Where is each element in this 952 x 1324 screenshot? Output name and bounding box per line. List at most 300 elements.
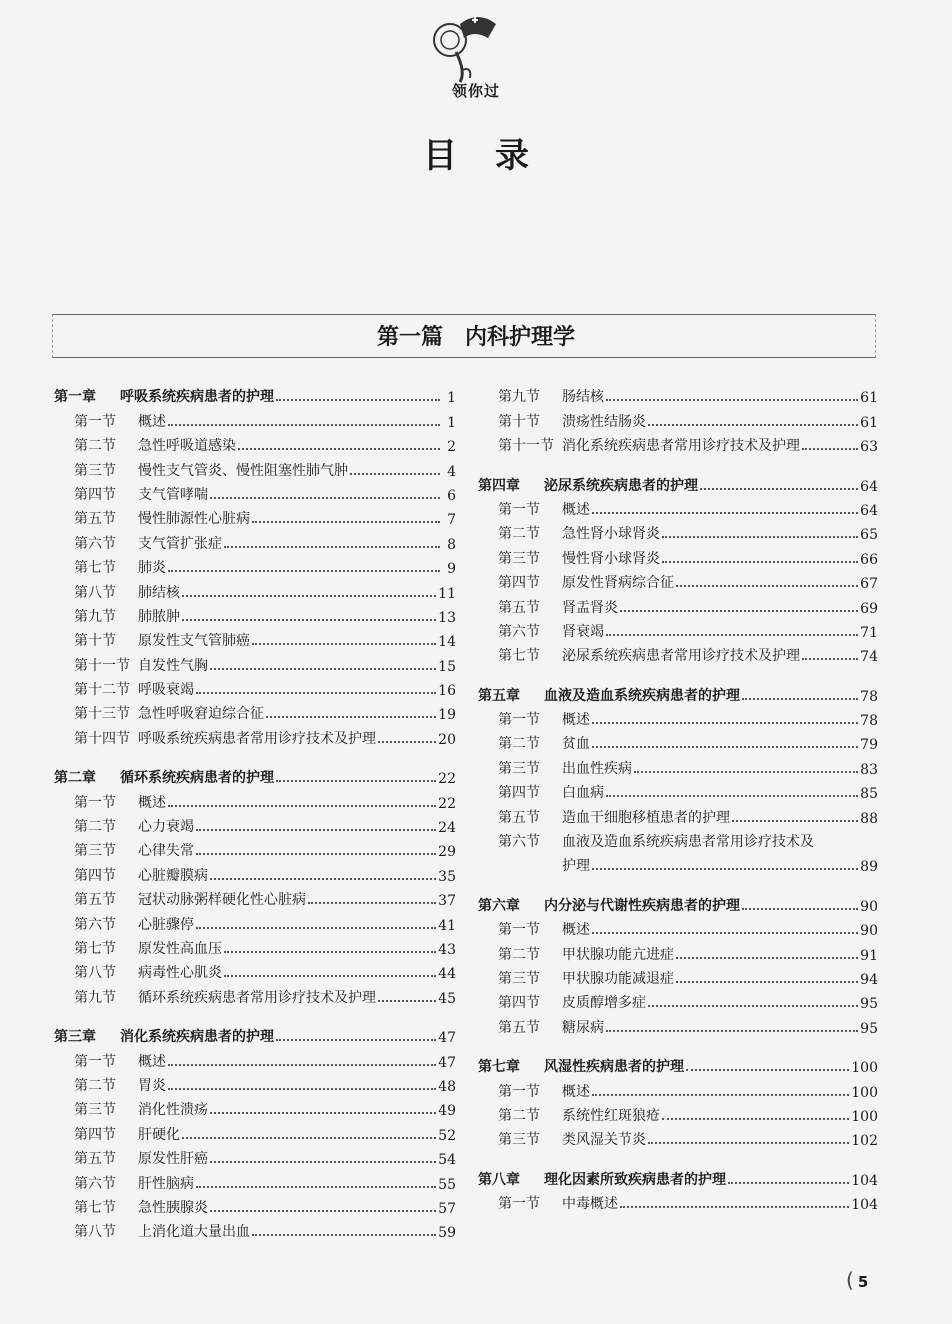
toc-section-entry[interactable] [478, 1125, 878, 1149]
entry-title: 原发性肝癌 [138, 1151, 208, 1168]
entry-title: 消化性溃疡 [138, 1102, 208, 1119]
entry-page: 14 [438, 634, 456, 651]
leader-dots [182, 618, 436, 621]
toc-section-entry[interactable] [478, 939, 878, 963]
toc-section-entry[interactable] [478, 827, 878, 851]
leader-dots [210, 496, 440, 499]
leader-dots [308, 901, 436, 904]
entry-title: 概述 [562, 1083, 590, 1100]
entry-title: 呼吸衰竭 [138, 682, 194, 699]
entry-title: 消化系统疾病患者常用诊疗技术及护理 [562, 438, 800, 455]
toc-section-entry[interactable] [54, 504, 456, 528]
entry-title: 支气管哮喘 [138, 486, 208, 503]
leader-dots [196, 926, 436, 929]
leader-dots [168, 423, 440, 426]
entry-title: 血液及造血系统疾病患者的护理 [544, 687, 740, 704]
leader-dots [168, 1087, 436, 1090]
entry-title: 肝硬化 [138, 1126, 180, 1143]
publisher-logo [426, 8, 506, 90]
entry-number: 第十二节 [74, 682, 130, 699]
entry-number: 第六节 [74, 535, 116, 552]
leader-dots [732, 819, 858, 822]
entry-page: 55 [438, 1176, 456, 1193]
entry-number: 第七章 [478, 1059, 520, 1076]
entry-page: 79 [860, 737, 878, 754]
entry-title: 风湿性疾病患者的护理 [544, 1059, 684, 1076]
toc-column-left [54, 382, 456, 1256]
leader-dots [802, 657, 858, 660]
entry-title: 贫血 [562, 736, 590, 753]
toc-section-entry[interactable] [478, 617, 878, 641]
entry-title: 白血病 [562, 785, 604, 802]
toc-section-entry[interactable] [54, 909, 456, 933]
entry-page: 65 [860, 527, 878, 544]
entry-number: 第六节 [74, 916, 116, 933]
toc-section-entry[interactable] [478, 568, 878, 592]
entry-number: 第三节 [498, 760, 540, 777]
toc-section-entry[interactable] [54, 650, 456, 674]
entry-page: 83 [860, 761, 878, 778]
entry-number: 第四节 [498, 575, 540, 592]
toc-section-entry[interactable] [54, 1168, 456, 1192]
entry-number: 第十节 [498, 413, 540, 430]
toc-chapter-entry[interactable] [478, 470, 878, 494]
entry-page: 7 [447, 512, 456, 529]
leader-dots [252, 1233, 436, 1236]
toc-section-entry[interactable] [54, 675, 456, 699]
entry-title: 肺结核 [138, 584, 180, 601]
leader-dots [592, 931, 858, 934]
toc-section-entry[interactable] [54, 1046, 456, 1070]
toc-section-entry[interactable] [54, 431, 456, 455]
leader-dots [252, 642, 436, 645]
entry-number: 第八节 [74, 1224, 116, 1241]
toc-section-entry[interactable] [54, 1144, 456, 1168]
entry-title: 泌尿系统疾病患者常用诊疗技术及护理 [562, 648, 800, 665]
entry-number: 第一节 [498, 712, 540, 729]
entry-page: 45 [438, 990, 456, 1007]
entry-title: 肝性脑病 [138, 1175, 194, 1192]
entry-title: 慢性肾小球肾炎 [562, 550, 660, 567]
toc-chapter [478, 680, 878, 875]
toc-section-entry[interactable] [478, 1012, 878, 1036]
entry-page: 41 [438, 917, 456, 934]
entry-page: 13 [438, 609, 456, 626]
toc-section-entry[interactable] [54, 958, 456, 982]
leader-dots [224, 545, 440, 548]
entry-number: 第二节 [498, 946, 540, 963]
entry-page: 69 [860, 600, 878, 617]
entry-number: 第一节 [498, 1083, 540, 1100]
toc-chapter [54, 1022, 456, 1242]
entry-title: 急性呼吸道感染 [138, 438, 236, 455]
toc-chapter-entry[interactable] [478, 890, 878, 914]
entry-number: 第五节 [74, 892, 116, 909]
entry-title: 冠状动脉粥样硬化性心脏病 [138, 892, 306, 909]
toc-section-entry[interactable] [54, 480, 456, 504]
entry-title: 肺脓肿 [138, 608, 180, 625]
entry-page: 49 [438, 1103, 456, 1120]
entry-page: 4 [447, 463, 456, 480]
leader-dots [210, 1111, 436, 1114]
entry-title: 原发性高血压 [138, 940, 222, 957]
entry-number: 第一章 [54, 389, 96, 406]
entry-page: 64 [860, 478, 878, 495]
entry-page: 47 [438, 1030, 456, 1047]
entry-number: 第十节 [74, 633, 116, 650]
entry-number: 第三节 [74, 843, 116, 860]
toc-section-entry[interactable] [478, 641, 878, 665]
entry-number: 第一节 [74, 1053, 116, 1070]
entry-number: 第三节 [498, 550, 540, 567]
entry-number: 第五节 [498, 1019, 540, 1036]
toc-section-entry[interactable] [478, 705, 878, 729]
entry-page: 15 [438, 658, 456, 675]
leader-dots [648, 1141, 849, 1144]
leader-dots [196, 828, 436, 831]
entry-number: 第七节 [74, 940, 116, 957]
toc-section-entry[interactable] [54, 982, 456, 1006]
leader-dots [378, 740, 436, 743]
toc-chapter [478, 382, 878, 455]
entry-page: 8 [447, 536, 456, 553]
entry-number: 第二节 [498, 526, 540, 543]
entry-number: 第二章 [54, 770, 96, 787]
leader-dots [742, 907, 858, 910]
entry-page: 94 [860, 971, 878, 988]
entry-page: 9 [447, 561, 456, 578]
entry-number: 第二节 [498, 1107, 540, 1124]
entry-page: 66 [860, 551, 878, 568]
entry-page: 1 [447, 390, 456, 407]
entry-title: 肾衰竭 [562, 623, 604, 640]
entry-number: 第五节 [74, 1151, 116, 1168]
toc-section-entry[interactable] [54, 885, 456, 909]
leader-dots [182, 594, 436, 597]
leader-dots [606, 633, 858, 636]
leader-dots [592, 1093, 849, 1096]
leader-dots [276, 1038, 436, 1041]
entry-title: 概述 [138, 794, 166, 811]
toc-section-entry[interactable] [54, 626, 456, 650]
leader-dots [210, 877, 436, 880]
entry-page: 63 [860, 439, 878, 456]
entry-title: 肠结核 [562, 389, 604, 406]
entry-page: 78 [860, 688, 878, 705]
toc-chapter [54, 763, 456, 1007]
toc-section-entry[interactable] [54, 836, 456, 860]
entry-page: 91 [860, 947, 878, 964]
toc-section-entry[interactable] [54, 723, 456, 747]
toc-section-entry[interactable] [54, 406, 456, 430]
toc-chapter-entry[interactable] [478, 1164, 878, 1188]
entry-number: 第五节 [498, 599, 540, 616]
leader-dots [686, 1068, 849, 1071]
toc-chapter [478, 890, 878, 1036]
entry-page: 67 [860, 576, 878, 593]
page-title: 目录 [423, 136, 567, 176]
entry-number: 第四节 [498, 785, 540, 802]
entry-title: 概述 [138, 1053, 166, 1070]
toc-chapter-entry[interactable] [478, 680, 878, 704]
toc-section-entry[interactable] [54, 1119, 456, 1143]
entry-page: 104 [851, 1172, 878, 1189]
entry-page: 95 [860, 1020, 878, 1037]
toc-section-entry[interactable] [478, 778, 878, 802]
toc-section-entry[interactable] [54, 860, 456, 884]
toc-chapter-entry[interactable] [54, 382, 456, 406]
entry-title: 心脏骤停 [138, 916, 194, 933]
entry-number: 第四节 [498, 995, 540, 1012]
entry-page: 35 [438, 868, 456, 885]
entry-number: 第九节 [498, 389, 540, 406]
entry-page: 90 [860, 898, 878, 915]
entry-number: 第七节 [74, 1199, 116, 1216]
toc-section-entry[interactable] [478, 495, 878, 519]
entry-number: 第一节 [74, 794, 116, 811]
toc-section-entry[interactable] [54, 553, 456, 577]
entry-number: 第三章 [54, 1029, 96, 1046]
leader-dots [196, 1185, 436, 1188]
leader-dots [620, 1205, 849, 1208]
entry-page: 54 [438, 1152, 456, 1169]
entry-number: 第八章 [478, 1171, 520, 1188]
toc-section-entry[interactable] [478, 802, 878, 826]
leader-dots [210, 1209, 436, 1212]
toc-chapter [478, 470, 878, 665]
entry-page: 24 [438, 820, 456, 837]
leader-dots [276, 779, 436, 782]
toc-section-entry[interactable] [478, 406, 878, 430]
leader-dots [168, 569, 440, 572]
toc-section-entry[interactable] [54, 699, 456, 723]
leader-dots [662, 535, 858, 538]
entry-page: 102 [851, 1133, 878, 1150]
toc-section-entry[interactable] [478, 431, 878, 455]
entry-number: 第十四节 [74, 730, 130, 747]
entry-page: 47 [438, 1054, 456, 1071]
toc-chapter [478, 1052, 878, 1150]
entry-title: 造血干细胞移植患者的护理 [562, 809, 730, 826]
leader-dots [676, 584, 858, 587]
leader-dots [676, 956, 858, 959]
toc-section-entry[interactable] [54, 1095, 456, 1119]
toc-section-entry[interactable] [54, 602, 456, 626]
entry-title: 皮质醇增多症 [562, 995, 646, 1012]
toc-section-entry[interactable] [478, 729, 878, 753]
toc-section-entry[interactable] [478, 519, 878, 543]
entry-page: 22 [438, 795, 456, 812]
entry-number: 第一节 [498, 501, 540, 518]
entry-page: 89 [860, 859, 878, 876]
entry-title: 支气管扩张症 [138, 535, 222, 552]
toc-column-right [478, 382, 878, 1228]
toc-section-entry[interactable] [54, 934, 456, 958]
entry-page: 2 [447, 439, 456, 456]
logo-text: 领你过 [451, 82, 500, 100]
entry-page: 78 [860, 713, 878, 730]
entry-page: 37 [438, 893, 456, 910]
entry-number: 第三节 [498, 1132, 540, 1149]
entry-title: 消化系统疾病患者的护理 [120, 1029, 274, 1046]
entry-title: 中毒概述 [562, 1196, 618, 1213]
entry-number: 第三节 [498, 970, 540, 987]
toc-section-entry[interactable] [54, 577, 456, 601]
entry-page: 29 [438, 844, 456, 861]
leader-dots [662, 560, 858, 563]
page-corner-mark: ( [846, 1268, 854, 1292]
leader-dots [182, 1136, 436, 1139]
entry-page: 88 [860, 810, 878, 827]
entry-title: 护理 [562, 858, 590, 875]
entry-page: 57 [438, 1200, 456, 1217]
toc-section-entry[interactable] [54, 787, 456, 811]
leader-dots [648, 423, 858, 426]
entry-title: 类风湿关节炎 [562, 1132, 646, 1149]
entry-number: 第二节 [74, 1077, 116, 1094]
entry-title: 自发性气胸 [138, 657, 208, 674]
toc-section-entry[interactable] [54, 1193, 456, 1217]
entry-title: 血液及造血系统疾病患者常用诊疗技术及 [562, 834, 814, 851]
entry-number: 第三节 [74, 1102, 116, 1119]
entry-title: 急性肾小球肾炎 [562, 526, 660, 543]
entry-title: 心律失常 [138, 843, 194, 860]
entry-number: 第六节 [74, 1175, 116, 1192]
entry-number: 第五章 [478, 687, 520, 704]
entry-title: 肺炎 [138, 560, 166, 577]
toc-section-entry-continued[interactable] [478, 851, 878, 875]
leader-dots [350, 472, 440, 475]
entry-number: 第十一节 [74, 657, 130, 674]
entry-page: 19 [438, 707, 456, 724]
entry-number: 第七节 [498, 648, 540, 665]
toc-section-entry[interactable] [478, 915, 878, 939]
entry-number: 第一节 [74, 413, 116, 430]
entry-number: 第六节 [498, 834, 540, 851]
leader-dots [700, 487, 858, 490]
leader-dots [210, 667, 436, 670]
entry-page: 43 [438, 941, 456, 958]
leader-dots [168, 1063, 436, 1066]
entry-number: 第四节 [74, 1126, 116, 1143]
leader-dots [592, 745, 858, 748]
entry-page: 11 [438, 585, 456, 602]
toc-section-entry[interactable] [478, 1101, 878, 1125]
part-title: 第一篇 内科护理学 [376, 324, 575, 350]
entry-page: 6 [447, 487, 456, 504]
entry-number: 第九节 [74, 608, 116, 625]
toc-section-entry[interactable] [478, 964, 878, 988]
toc-section-entry[interactable] [54, 455, 456, 479]
entry-title: 概述 [138, 413, 166, 430]
entry-page: 90 [860, 923, 878, 940]
entry-title: 概述 [562, 712, 590, 729]
entry-title: 慢性支气管炎、慢性阻塞性肺气肿 [138, 462, 348, 479]
toc-section-entry[interactable] [54, 528, 456, 552]
entry-title: 内分泌与代谢性疾病患者的护理 [544, 897, 740, 914]
entry-page: 85 [860, 786, 878, 803]
entry-number: 第五节 [74, 511, 116, 528]
leader-dots [634, 770, 858, 773]
toc-section-entry[interactable] [478, 382, 878, 406]
entry-page: 59 [438, 1225, 456, 1242]
toc-chapter-entry[interactable] [478, 1052, 878, 1076]
toc-chapter-entry[interactable] [54, 1022, 456, 1046]
leader-dots [266, 715, 436, 718]
leader-dots [196, 691, 436, 694]
entry-title: 甲状腺功能减退症 [562, 970, 674, 987]
entry-title: 呼吸系统疾病患者常用诊疗技术及护理 [138, 730, 376, 747]
entry-number: 第十三节 [74, 706, 130, 723]
leader-dots [210, 1160, 436, 1163]
toc-section-entry[interactable] [54, 1071, 456, 1095]
entry-title: 心力衰竭 [138, 819, 194, 836]
entry-title: 出血性疾病 [562, 760, 632, 777]
entry-title: 慢性肺源性心脏病 [138, 511, 250, 528]
entry-number: 第三节 [74, 462, 116, 479]
toc-section-entry[interactable] [478, 543, 878, 567]
entry-page: 100 [851, 1060, 878, 1077]
entry-page: 104 [851, 1197, 878, 1214]
toc-section-entry[interactable] [478, 753, 878, 777]
entry-title: 糖尿病 [562, 1019, 604, 1036]
entry-number: 第六章 [478, 897, 520, 914]
entry-title: 上消化道大量出血 [138, 1224, 250, 1241]
entry-page: 48 [438, 1078, 456, 1095]
entry-title: 概述 [562, 501, 590, 518]
toc-section-entry[interactable] [478, 988, 878, 1012]
entry-number: 第四节 [74, 867, 116, 884]
entry-page: 74 [860, 649, 878, 666]
toc-section-entry[interactable] [54, 812, 456, 836]
toc-chapter [54, 382, 456, 748]
leader-dots [592, 867, 858, 870]
entry-title: 概述 [562, 922, 590, 939]
entry-number: 第六节 [498, 623, 540, 640]
entry-title: 泌尿系统疾病患者的护理 [544, 477, 698, 494]
leader-dots [728, 1181, 849, 1184]
entry-page: 95 [860, 996, 878, 1013]
entry-number: 第二节 [74, 438, 116, 455]
entry-title: 肾盂肾炎 [562, 599, 618, 616]
entry-page: 20 [438, 731, 456, 748]
toc-chapter-entry[interactable] [54, 763, 456, 787]
entry-number: 第二节 [498, 736, 540, 753]
entry-number: 第九节 [74, 989, 116, 1006]
leader-dots [648, 1004, 858, 1007]
leader-dots [196, 852, 436, 855]
leader-dots [676, 980, 858, 983]
leader-dots [276, 398, 440, 401]
entry-number: 第十一节 [498, 438, 554, 455]
entry-number: 第二节 [74, 819, 116, 836]
leader-dots [224, 950, 436, 953]
entry-title: 循环系统疾病患者的护理 [120, 770, 274, 787]
entry-title: 循环系统疾病患者常用诊疗技术及护理 [138, 989, 376, 1006]
toc-section-entry[interactable] [54, 1217, 456, 1241]
entry-page: 1 [447, 414, 456, 431]
entry-title: 溃疡性结肠炎 [562, 413, 646, 430]
toc-section-entry[interactable] [478, 1076, 878, 1100]
page-number-value: 5 [857, 1273, 869, 1291]
entry-title: 甲状腺功能亢进症 [562, 946, 674, 963]
toc-section-entry[interactable] [478, 1189, 878, 1213]
entry-number: 第一节 [498, 922, 540, 939]
entry-number: 第四章 [478, 477, 520, 494]
leader-dots [802, 447, 858, 450]
entry-page: 52 [438, 1127, 456, 1144]
toc-section-entry[interactable] [478, 592, 878, 616]
